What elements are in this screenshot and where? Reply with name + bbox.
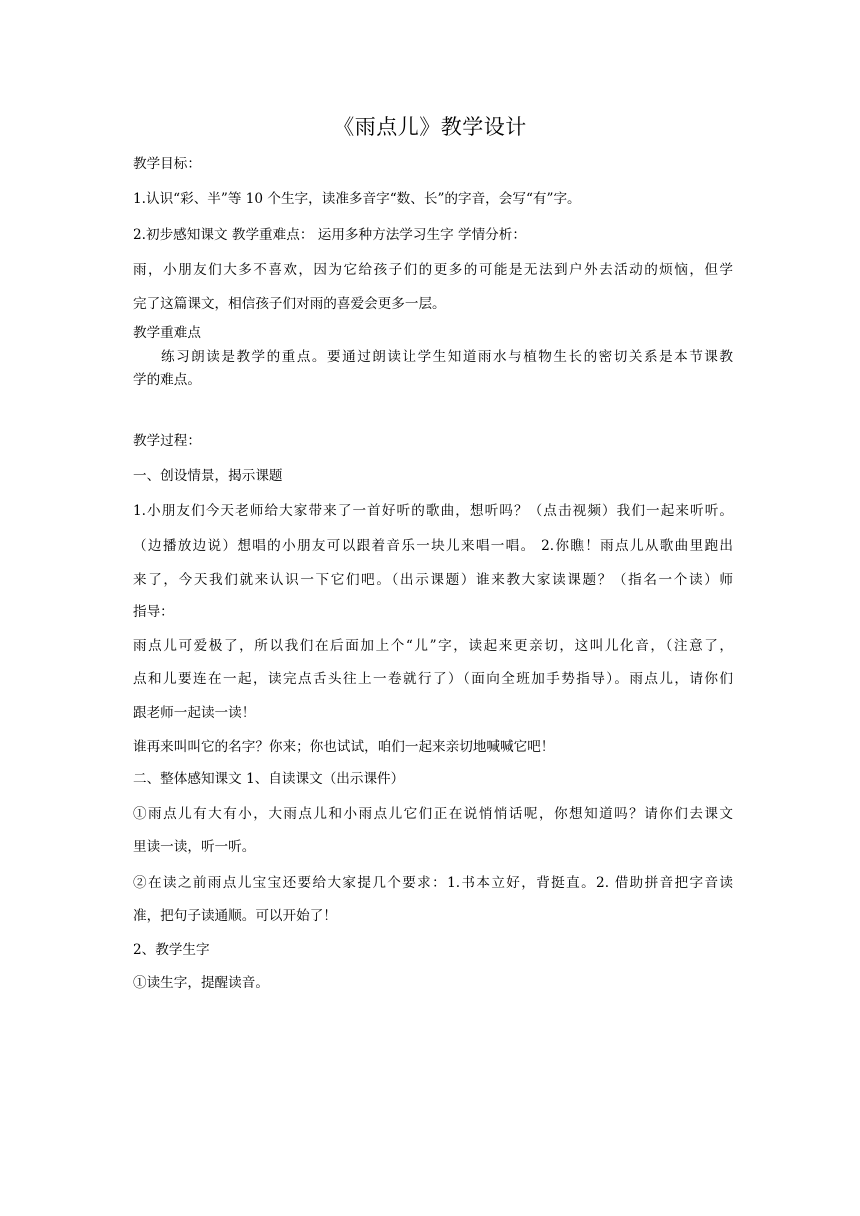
- paragraph-line: 指导：: [133, 604, 174, 620]
- section-heading-teach-characters: 2、教学生字: [133, 942, 210, 958]
- paragraph-line: 完了这篇课文，相信孩子们对雨的喜爱会更多一层。: [133, 296, 446, 312]
- paragraph-line: 雨，小朋友们大多不喜欢，因为它给孩子们的更多的可能是无法到户外去活动的烦恼，但学: [133, 262, 733, 278]
- paragraph-line: 练习朗读是教学的重点。要通过朗读让学生知道雨水与植物生长的密切关系是本节课教: [161, 349, 733, 365]
- section-heading-teaching-process: 教学过程：: [133, 433, 201, 449]
- document-title: 《雨点儿》教学设计: [333, 115, 527, 139]
- paragraph-line: 点和儿要连在一起，读完点舌头往上一卷就行了）（面向全班加手势指导）。雨点儿，请你们: [133, 671, 733, 687]
- paragraph-line: 学的难点。: [133, 372, 201, 388]
- paragraph-line: 谁再来叫叫它的名字？你来；你也试试，咱们一起来亲切地喊喊它吧！: [133, 739, 555, 755]
- section-heading-part-one: 一、创设情景，揭示课题: [133, 468, 283, 484]
- paragraph-line: 1.小朋友们今天老师给大家带来了一首好听的歌曲，想听吗？（点击视频）我们一起来听听。: [133, 503, 733, 519]
- section-heading-key-points: 教学重难点: [133, 325, 201, 341]
- section-heading-part-two: 二、整体感知课文 1、自读课文（出示课件）: [133, 771, 405, 787]
- paragraph-line: 雨点儿可爱极了，所以我们在后面加上个“儿”字，读起来更亲切，这叫儿化音，（注意了，: [133, 638, 733, 654]
- paragraph-line: ①雨点儿有大有小，大雨点儿和小雨点儿它们正在说悄悄话呢，你想知道吗？请你们去课文: [133, 806, 733, 822]
- paragraph-line: 来了，今天我们就来认识一下它们吧。（出示课题）谁来教大家读课题？（指名一个读）师: [133, 572, 733, 588]
- paragraph-line: 跟老师一起读一读！: [133, 705, 256, 721]
- paragraph-line: 里读一读，听一听。: [133, 839, 256, 855]
- paragraph-line: 1.认识“彩、半”等 10 个生字，读准多音字“数、长”的字音，会写“有”字。: [133, 191, 581, 207]
- paragraph-line: 准，把句子读通顺。可以开始了！: [133, 908, 337, 924]
- paragraph-line: 2.初步感知课文 教学重难点： 运用多种方法学习生字 学情分析：: [133, 227, 526, 243]
- paragraph-line: ②在读之前雨点儿宝宝还要给大家提几个要求：1.书本立好，背挺直。2. 借助拼音把字音读: [133, 875, 733, 891]
- paragraph-line: ①读生字，提醒读音。: [133, 975, 269, 991]
- paragraph-line: （边播放边说）想唱的小朋友可以跟着音乐一块儿来唱一唱。 2.你瞧！雨点儿从歌曲里跑出: [133, 538, 733, 554]
- section-heading-teaching-goals: 教学目标：: [133, 156, 201, 172]
